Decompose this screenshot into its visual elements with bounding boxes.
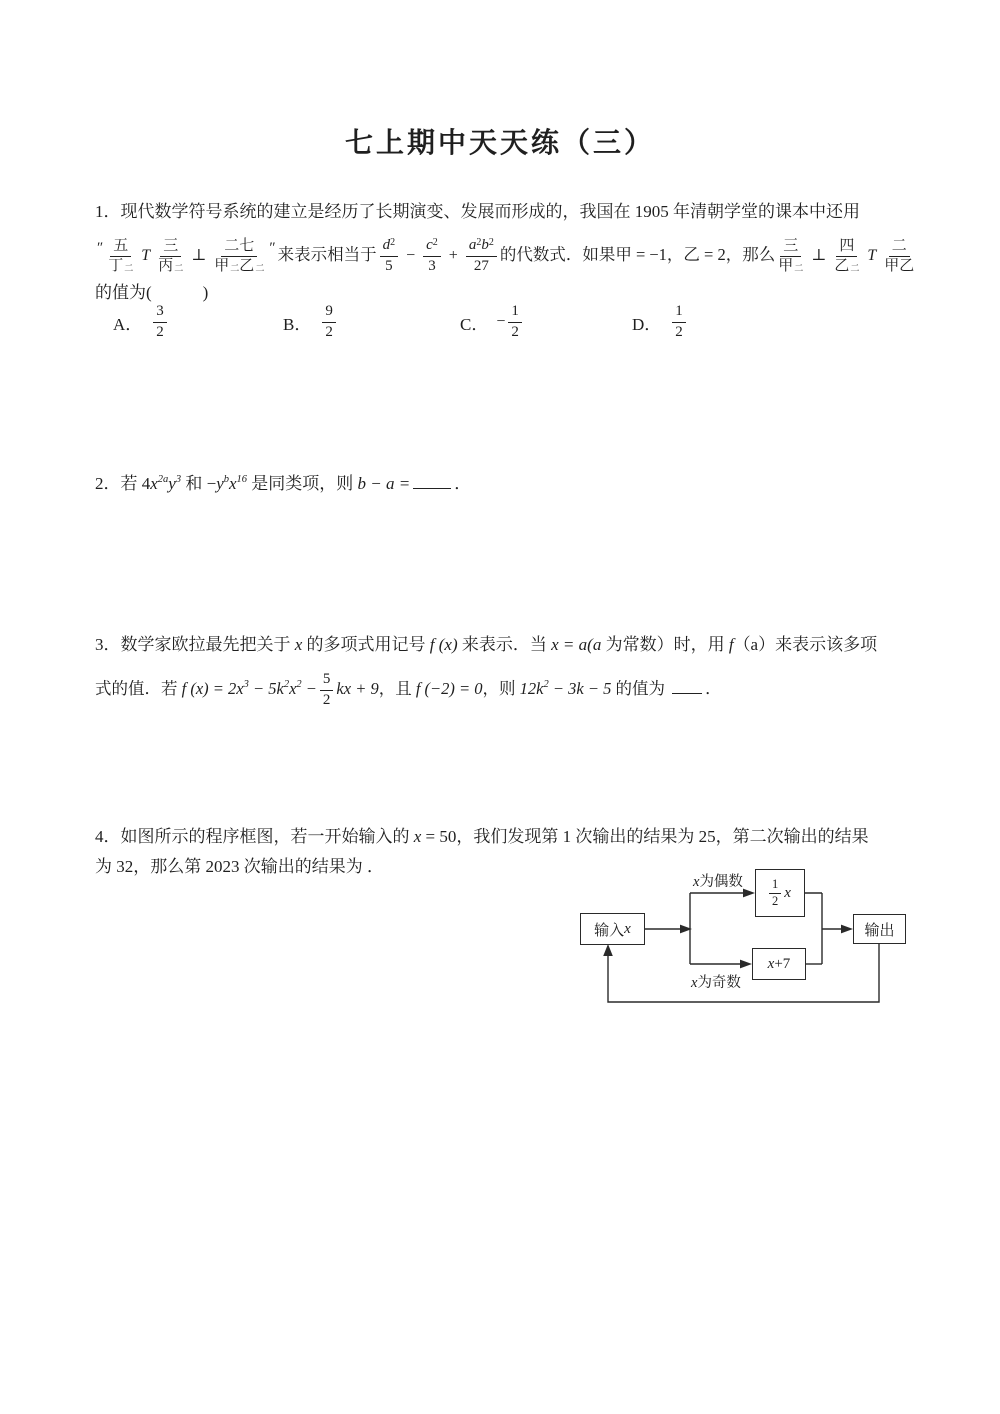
plus-sign: + [448, 247, 458, 264]
p1-options-row [95, 300, 907, 344]
minus-sign: − [406, 247, 416, 264]
answer-blank [672, 691, 702, 694]
page-title: 七上期中天天练（三） [344, 127, 655, 158]
fraction-5-2: $\frac{5}{2}$ [320, 671, 334, 709]
ancient-fraction-4: 三 甲二 [778, 237, 804, 274]
arrowhead-even-branch [743, 889, 755, 898]
half-x-box: 1 2 x [755, 869, 805, 917]
arrowhead-to-output [841, 925, 853, 934]
input-box: 输入 x [580, 913, 645, 945]
p1-text-2: 的代数式．如果甲 = −1，乙 = 2，那么 [499, 245, 776, 264]
option-c: C． − $\frac{1}{2}$ [460, 300, 525, 344]
problem-2: 2．若 $4x^{2a}y^3$ 和 $-y^bx^{16}$ 是同类项，则 b − a = ． [95, 474, 472, 493]
ancient-fraction-6: 二 甲乙 [884, 237, 915, 274]
option-b-fraction: $\frac{9}{2}$ [322, 303, 336, 341]
ancient-plus-op-2: ⊥ [811, 247, 827, 264]
flowchart [575, 860, 937, 1010]
fraction-d2-5: $\frac{d^2}{5}$ [380, 237, 399, 275]
even-branch-label: x为偶数 [693, 874, 743, 890]
option-d-fraction: $\frac{1}{2}$ [672, 303, 686, 341]
p3-line1: 3．数学家欧拉最先把关于 x 的多项式用记号 f (x) 来表示．当 x = a(a 为常数）时，用 f（a）来表示该多项 [95, 635, 878, 654]
option-a: A． $\frac{3}{2}$ [113, 300, 170, 344]
answer-blank [413, 486, 451, 489]
option-a-fraction: $\frac{3}{2}$ [153, 303, 167, 341]
p3-line2: 式的值．若 f $(x) = 2x^3 - 5k^2x^2$ − $\frac{5}{2}$ kx + 9，且 f (−2) = 0，则 $12k^2 - 3k - 5$ 的值为 ． [95, 671, 722, 708]
odd-branch-label: x为奇数 [691, 975, 741, 991]
option-b: B． $\frac{9}{2}$ [283, 300, 339, 344]
ancient-fraction-5: 四 乙二 [834, 237, 860, 274]
ancient-plus-op: ⊥ [191, 247, 207, 264]
fraction-a2b2-27: $\frac{a^2b^2}{27}$ [466, 237, 497, 275]
half-fraction: 1 2 [769, 878, 781, 909]
ancient-fraction-1: 五 丁二 [108, 237, 134, 274]
option-d: D． $\frac{1}{2}$ [632, 300, 689, 344]
ancient-minus-op-2: T [867, 247, 877, 264]
p4-line2: 为 32，那么第 2023 次输出的结果为 ． [95, 857, 384, 876]
arrowhead-feedback [603, 944, 613, 956]
x-plus-7-box: x +7 [752, 948, 806, 980]
output-box: 输出 [853, 914, 906, 944]
p1-text-1: 来表示相当于 [277, 245, 377, 264]
p1-line3: 的值为( ) [95, 283, 209, 302]
option-c-fraction: $\frac{1}{2}$ [508, 303, 522, 341]
open-quote: ″ [97, 240, 104, 256]
arrowhead-odd-branch [740, 960, 752, 969]
ancient-fraction-2: 三 丙二 [158, 237, 184, 274]
close-quote: ″ [269, 240, 276, 256]
fraction-c2-3: $\frac{c^2}{3}$ [423, 237, 441, 275]
p1-line1: 1．现代数学符号系统的建立是经历了长期演变、发展而形成的，我国在 1905 年清朝学堂的课本中还用 [95, 202, 860, 221]
ancient-fraction-3: 二七 甲二乙二 [214, 237, 265, 274]
p4-line1: 4．如图所示的程序框图，若一开始输入的 x = 50，我们发现第 1 次输出的结果为 25，第二次输出的结果 [95, 827, 869, 846]
p1-formula-line [95, 219, 917, 277]
ancient-minus-op: T [141, 247, 151, 264]
